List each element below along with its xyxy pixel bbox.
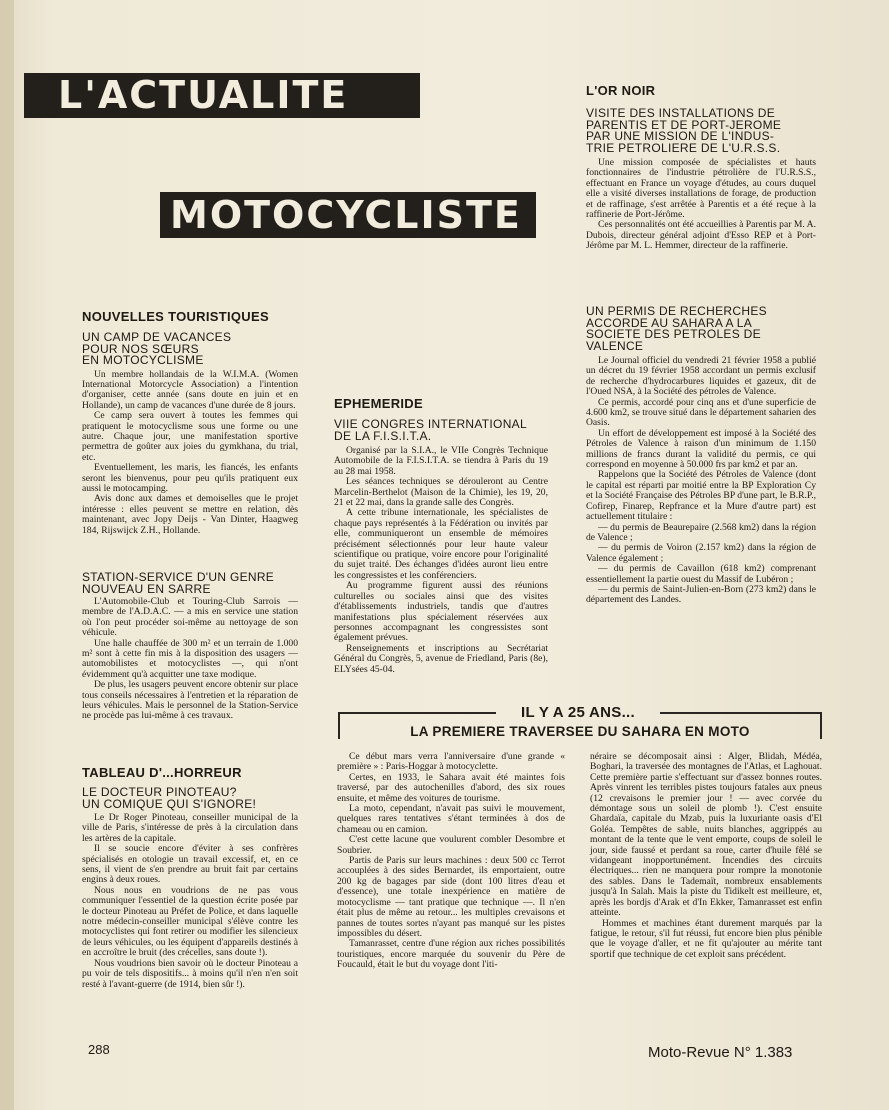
title-line: POUR NOS SŒURS <box>82 341 199 356</box>
paragraph: Le Dr Roger Pinoteau, conseiller municipal de la ville de Paris, s'intéresse de près à la circulation dans les artères de la capitale. <box>82 812 298 844</box>
paragraph: — du permis de Voiron (2.157 km2) dans la région de Valence également ; <box>586 542 816 564</box>
page-number: 288 <box>88 1042 110 1057</box>
title-line: UN CAMP DE VACANCES <box>82 330 232 344</box>
article-body <box>334 446 548 675</box>
title-line: UN PERMIS DE RECHERCHES <box>586 304 767 318</box>
article-tableau-horreur <box>82 765 298 990</box>
sahara-title: LA PREMIERE TRAVERSEE DU SAHARA EN MOTO <box>410 724 750 739</box>
paragraph: Une mission composée de spécialistes et hauts fonctionnaires de l'industrie pétrolière de l'U.R.S.S., effectuant en France un voyage d'études, au cours duquel elle a visité diverses installations de forage, de production et de raffinage, s'est arrêtée à Parentis et a été reçue à la raffinerie de Port-Jérôme. <box>586 157 816 221</box>
paragraph: Eventuellement, les maris, les fiancés, les enfants seront les bienvenus, pour peu qu'ils pratiquent eux aussi le motocamping. <box>82 462 298 494</box>
title-line: VALENCE <box>586 338 644 353</box>
paragraph: L'Automobile-Club et Touring-Club Sarrois — membre de l'A.D.A.C. — a mis en service une station où l'on peut procéder soi-même au nettoyage de son véhicule. <box>82 596 298 639</box>
paragraph: Au programme figurent aussi des réunions culturelles ou sociales ainsi que des visites d'établissements industriels, tandis que d'autres manifestations plus spécialement réservées aux personnes accompagnant les congressistes sont également prévues. <box>334 580 548 644</box>
section-heading: NOUVELLES TOURISTIQUES <box>82 309 269 324</box>
paragraph: Ces personnalités ont été accueillies à Parentis par M. A. Dubois, directeur général adjoint d'Esso REP et à Port-Jérôme par M. L. Hemmer, directeur de la raffinerie. <box>586 219 816 252</box>
sahara-kicker: IL Y A 25 ANS... <box>520 704 635 721</box>
article-body <box>82 370 298 537</box>
article-nouvelles-touristiques <box>82 309 298 536</box>
paragraph: Hommes et machines étant durement marqués par la fatigue, le retour, s'il fut réussi, fut encore bien plus pénible que le voyage d'aller, et ne fit qu'ajouter au mérite tant sportif que technique de cet exploit sans précédent. <box>590 917 822 960</box>
title-line: ACCORDE AU SAHARA A LA <box>586 315 752 330</box>
paragraph: — du permis de Cavaillon (618 km2) comprenant essentiellement la partie ouest du Massif de Lubéron ; <box>586 563 816 585</box>
paragraph: Tamanrasset, centre d'une région aux riches possibilités touristiques, encore marquée du souvenir du Père de Foucauld, était le but du voyage dont l'iti- <box>337 938 565 971</box>
paragraph: Avis donc aux dames et demoiselles que le projet intéresse : elles peuvent se mettre en relation, dès maintenant, avec Jopy Deijs - Van Dinter, Haagweg 184, Rijswijck Z.H., Hollande. <box>82 493 298 536</box>
paragraph: Rappelons que la Société des Pétroles de Valence (dont le capital est réparti par moitié entre la BP Exploration Cy et la Société Française des Pétroles BP d'une part, le B.R.P., Cofirep, Finarep, Repfrance et la Mure d'autre part) est actuellement titulaire : <box>586 469 816 523</box>
title-line: TRIE PETROLIERE DE L'U.R.S.S. <box>586 140 781 155</box>
title-line: DE LA F.I.S.I.T.A. <box>334 428 432 443</box>
box-rule-right <box>660 712 822 714</box>
paragraph: Une halle chauffée de 300 m² et un terrain de 1.000 m² sont à cette fin mis à la disposition des usagers — automobilistes et motocyclistes —, qui n'ont évidemment qu'à acquitter une taxe modique. <box>82 637 298 680</box>
section-heading: EPHEMERIDE <box>334 396 423 411</box>
paragraph: Partis de Paris sur leurs machines : deux 500 cc Terrot accouplées à des sides Bernardet, ils emportaient, outre 200 kg de bagages par side (dont 100 litres d'eau et d'essence), une totale inexpérience en matière de motocyclisme — tant pratique que technique —. Il n'en était plus de même au retour... les multiples crevaisons et pannes de toutes sortes n'ayant pas manqué sur les pistes impossibles du désert. <box>337 855 565 939</box>
paragraph: Ce permis, accordé pour cinq ans et d'une superficie de 4.600 km2, se trouve situé dans le département saharien des Oasis. <box>586 396 816 429</box>
paragraph: Nous nous en voudrions de ne pas vous communiquer l'essentiel de la question écrite posée par le docteur Pinoteau au Préfet de Police, et dans laquelle notre médecin-conseiller municipal s'élève contre les motocyclistes qui font retirer ou modifier les silencieux de leurs véhicules, ou les équipent d'appareils destinés à en accroître le bruit (des crécelles, sans doute !). <box>82 884 298 959</box>
article-title <box>82 332 298 367</box>
paragraph: De plus, les usagers peuvent encore obtenir sur place tous conseils nécessaires à l'entretien et la réparation de leurs véhicules. Mais le personnel de la Station-Service ne procède pas lui-même à ces travaux. <box>82 679 298 722</box>
paragraph: Ce camp sera ouvert à toutes les femmes qui pratiquent le motocyclisme sous une forme ou une autre. Chaque jour, une manifestation sportive permettra de goûter aux joies du gymkhana, du trial, etc. <box>82 410 298 463</box>
paragraph: Il se soucie encore d'éviter à ses confrères spécialisés en otologie un travail excessif, et, en ce sens, il vient de s'en prendre au bruit fait par certains engins à deux roues. <box>82 843 298 886</box>
section-heading: TABLEAU D'...HORREUR <box>82 765 242 780</box>
article-title <box>586 108 816 154</box>
paragraph: — du permis de Beaurepaire (2.568 km2) dans la région de Valence ; <box>586 521 816 543</box>
paragraph: néraire se décomposait ainsi : Alger, Blidah, Médéa, Boghari, la traversée des montagnes de l'Atlas, et Laghouat. Cette première partie s'effectuant sur d'assez bonnes routes. Après vinrent les terribles pistes toujours fatales aux pneus (12 crevaisons le premier jour ! — avec corvée du démontage sous un soleil de plomb !). C'est ensuite Ghardaïa, capitale du Mzab, puis la luxuriante oasis d'El Goléa. Tempêtes de sable, nuits blanches, aggrippés au montant de la tente que le vent emporte, coups de soleil le jour, side faussé et perdant sa roue, carter d'huile fêlé se vidangeant inopportunément. Incendies des circuits électriques... rien ne manquera pour rompre la monotonie des sables. Dans le Tademaït, nombreux ensablements jusqu'à In Salah. Mais la piste du Tidikelt est meilleure, et, après les bordjs d'Arak et d'In Ekker, Tamanrasset est enfin atteinte. <box>590 751 822 919</box>
article-title <box>334 419 548 442</box>
paragraph: Le Journal officiel du vendredi 21 février 1958 a publié un décret du 19 février 1958 accordant un permis exclusif de recherche d'hydrocarbures liquides et gazeux, dit de l'Oued NSA, à la Société des pétroles de Valence. <box>586 355 816 398</box>
title-line: EN MOTOCYCLISME <box>82 353 204 367</box>
article-title <box>586 306 816 352</box>
article-body <box>586 158 816 252</box>
article-station-service <box>82 572 298 722</box>
article-or-noir <box>586 83 816 252</box>
paragraph: Les séances techniques se dérouleront au Centre Marcelin-Berthelot (Maison de la Chimie), les 19, 20, 21 et 22 mai, dans la grande salle des Congrès. <box>334 476 548 509</box>
paragraph: Un effort de développement est imposé à la Société des Pétroles de Valence à raison d'un minimum de 1.150 millions de francs durant la validité du permis, ce qui correspond en moyenne à 50.000 frs par km2 et par an. <box>586 427 816 471</box>
sahara-body-left <box>337 752 565 971</box>
article-body <box>586 356 816 606</box>
article-title <box>82 787 298 810</box>
article-title <box>82 572 298 595</box>
title-line: LE DOCTEUR PINOTEAU? <box>82 785 237 799</box>
magazine-issue: Moto-Revue N° 1.383 <box>648 1044 793 1061</box>
title-line: STATION-SERVICE D'UN GENRE <box>82 570 275 584</box>
banner-motocycliste: MOTOCYCLISTE <box>160 192 536 238</box>
title-line: NOUVEAU EN SARRE <box>82 581 211 596</box>
sahara-body-right <box>590 752 822 960</box>
article-permis-sahara <box>586 306 816 606</box>
section-heading: L'OR NOIR <box>586 83 656 98</box>
title-line: VISITE DES INSTALLATIONS DE <box>586 106 776 120</box>
page-binding-edge <box>0 0 14 1110</box>
title-line: PAR UNE MISSION DE L'INDUS- <box>586 129 775 143</box>
paragraph: — du permis de Saint-Julien-en-Born (273 km2) dans le département des Landes. <box>586 583 816 606</box>
box-rule-left <box>338 712 496 714</box>
article-ephemeride <box>334 396 548 675</box>
banner-actualite: L'ACTUALITE <box>24 73 420 118</box>
article-body <box>82 597 298 722</box>
title-line: VIIE CONGRES INTERNATIONAL <box>334 417 527 431</box>
paragraph: A cette tribune internationale, les spécialistes de chaque pays représentés à la Fédération ou invités par elle, communiqueront un ensemble de mémoires précisément sélectionnés pour leur haute valeur scientifique ou pratique, voire encore pour l'originalité du sujet traité. Des échanges d'idées auront lieu entre les congressistes et les conférenciers. <box>334 507 548 581</box>
box-rule-right-edge <box>820 712 822 739</box>
article-body <box>82 813 298 990</box>
paragraph: C'est cette lacune que voulurent combler Desombre et Soubrier. <box>337 834 565 856</box>
paragraph: Un membre hollandais de la W.I.M.A. (Women International Motorcycle Association) a l'intention d'organiser, cette année (sans doute en juin et en Hollande), un camp de vacances d'une durée de 8 jours. <box>82 368 298 411</box>
paragraph: Nous voudrions bien savoir où le docteur Pinoteau a pu voir de tels dispositifs... à moins qu'il n'en n'en soit resté à l'avant-guerre (de 1914, bien sûr !). <box>82 957 298 990</box>
paragraph: La moto, cependant, n'avait pas suivi le mouvement, quelques rares tentatives s'étant terminées à dos de chameau ou en camion. <box>337 803 565 835</box>
title-line: UN COMIQUE QUI S'IGNORE! <box>82 796 257 811</box>
title-line: PARENTIS ET DE PORT-JEROME <box>586 117 782 132</box>
paragraph: Renseignements et inscriptions au Secrétariat Général du Congrès, 5, avenue de Friedland, Paris (8e), ELYsées 45-04. <box>334 642 548 675</box>
paragraph: Certes, en 1933, le Sahara avait été maintes fois traversé, par des autochenilles d'abord, des six roues ensuite, et même des voitures de tourisme. <box>337 771 565 804</box>
paragraph: Ce début mars verra l'anniversaire d'une grande « première » : Paris-Hoggar à motocyclette. <box>337 751 565 773</box>
title-line: SOCIETE DES PETROLES DE <box>586 327 761 341</box>
paragraph: Organisé par la S.I.A., le VIIe Congrès Technique Automobile de la F.I.S.I.T.A. se tiendra à Paris du 19 au 28 mai 1958. <box>334 445 548 477</box>
